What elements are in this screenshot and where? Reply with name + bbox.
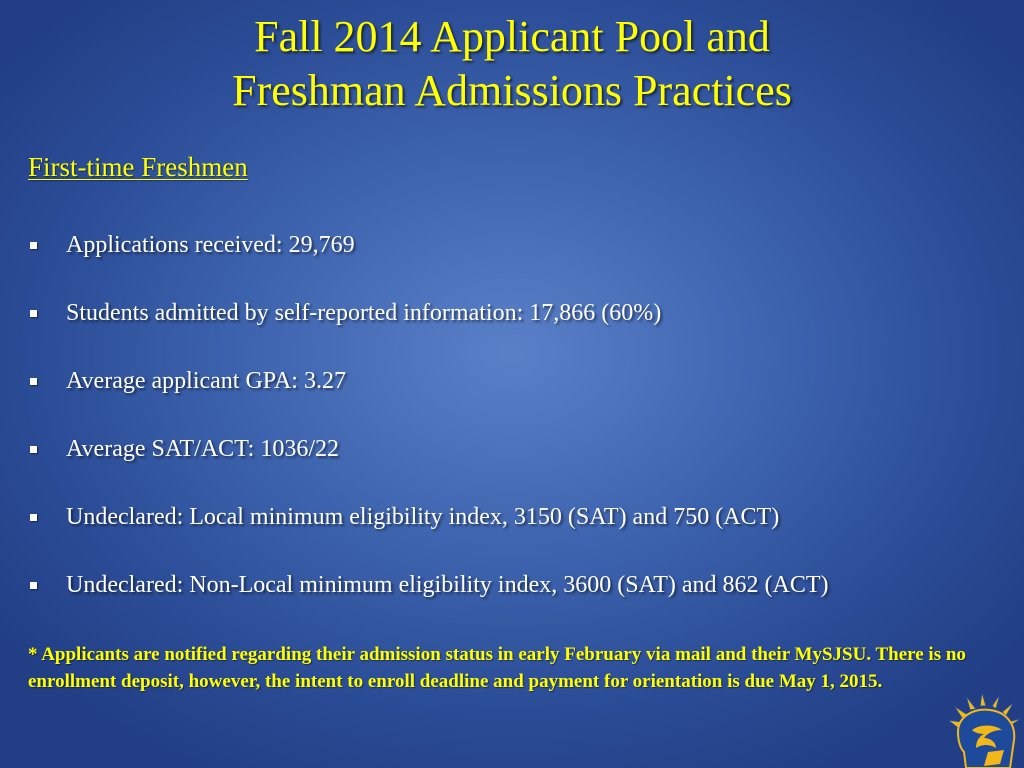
bullet-text: Applications received: 29,769: [66, 232, 355, 258]
square-bullet-icon: [30, 310, 37, 317]
section-heading: First-time Freshmen: [28, 152, 248, 182]
bullet-item-applications: [28, 222, 998, 290]
square-bullet-icon: [30, 378, 37, 385]
slide-title-line-1: Fall 2014 Applicant Pool and: [254, 12, 770, 61]
slide-title: [0, 10, 1024, 118]
bullet-text: Undeclared: Non-Local minimum eligibility index, 3600 (SAT) and 862 (ACT): [66, 572, 829, 598]
bullet-item-sat-act: [28, 426, 998, 494]
bullet-text: Average SAT/ACT: 1036/22: [66, 436, 339, 462]
square-bullet-icon: [30, 242, 37, 249]
bullet-list: [28, 222, 998, 630]
spartan-helmet-logo: [944, 690, 1024, 768]
square-bullet-icon: [30, 446, 37, 453]
square-bullet-icon: [30, 582, 37, 589]
slide-title-line-2: Freshman Admissions Practices: [232, 66, 792, 115]
bullet-item-local-index: [28, 494, 998, 562]
bullet-text: Average applicant GPA: 3.27: [66, 368, 346, 394]
bullet-text: Undeclared: Local minimum eligibility index, 3150 (SAT) and 750 (ACT): [66, 504, 780, 530]
bullet-item-admitted: [28, 290, 998, 358]
square-bullet-icon: [30, 514, 37, 521]
footnote: * Applicants are notified regarding their admission status in early February via mail and their MySJSU. There is no enrollment deposit, however, the intent to enroll deadline and payment for orientation is due May 1, 2015.: [28, 644, 966, 692]
bullet-item-nonlocal-index: [28, 562, 998, 630]
bullet-text: Students admitted by self-reported information: 17,866 (60%): [66, 300, 662, 326]
bullet-item-gpa: [28, 358, 998, 426]
